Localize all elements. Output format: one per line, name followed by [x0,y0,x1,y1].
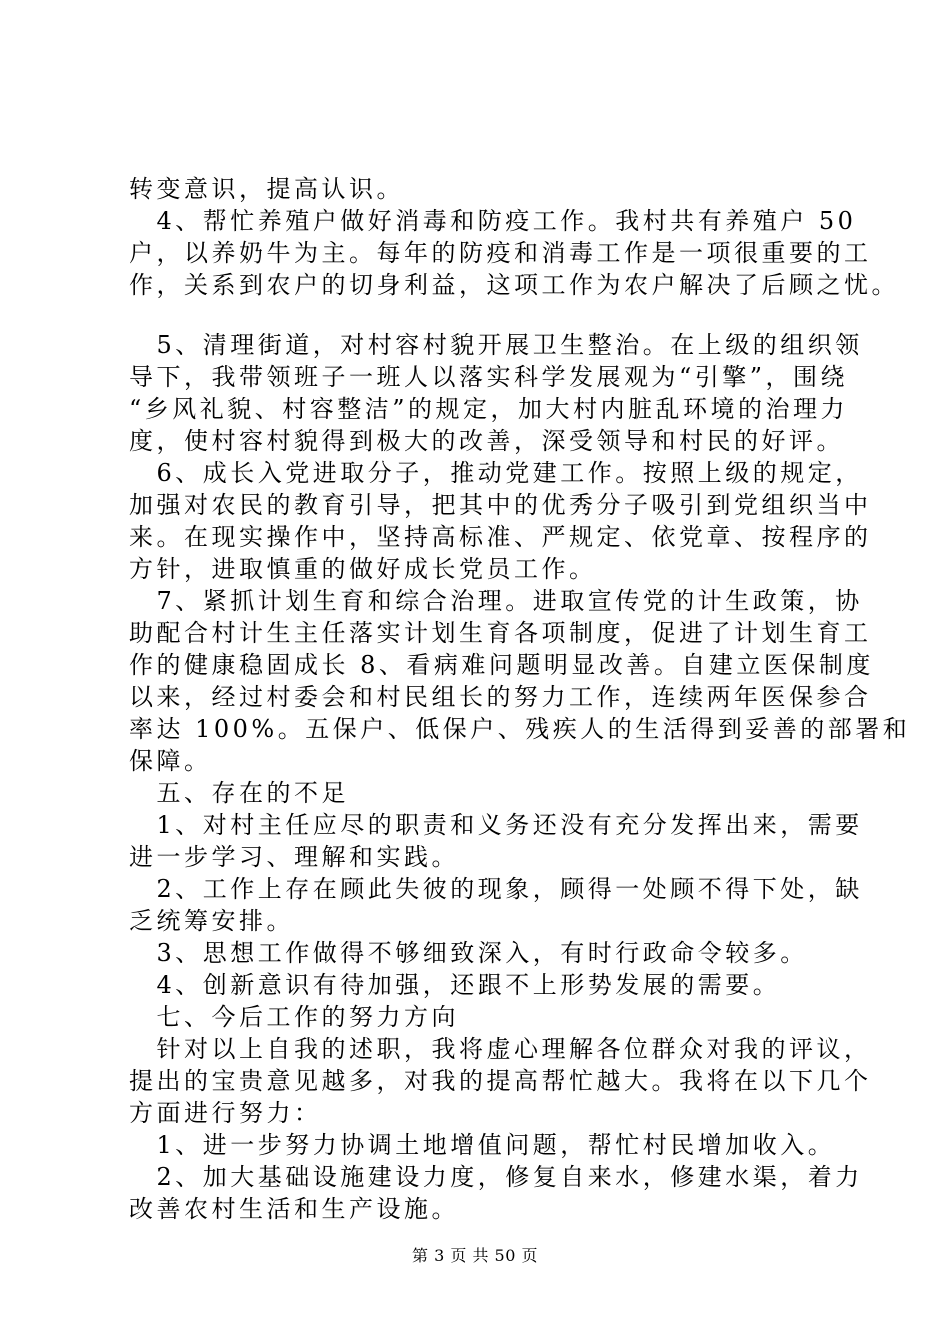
page-number-footer: 第 3 页 共 50 页 [412,1246,538,1265]
text-line: 进一步学习、理解和实践。 [129,843,459,871]
section-heading: 七、今后工作的努力方向 [129,1003,459,1031]
text-line: 2、工作上存在顾此失彼的现象，顾得一处顾不得下处，缺 [129,875,863,903]
text-line: 4、帮忙养殖户做好消毒和防疫工作。我村共有养殖户 50 [129,207,857,235]
text-line: 1、进一步努力协调土地增值问题，帮忙村民增加收入。 [129,1131,836,1159]
text-line: 提出的宝贵意见越多，对我的提高帮忙越大。我将在以下几个 [129,1067,872,1095]
text-line: 改善农村生活和生产设施。 [129,1195,459,1223]
text-line: 6、成长入党进取分子，推动党建工作。按照上级的规定， [129,459,863,487]
text-line: 方针，进取慎重的做好成长党员工作。 [129,555,597,583]
text-line: 3、思想工作做得不够细致深入，有时行政命令较多。 [129,939,808,967]
text-line: 作，关系到农户的切身利益，这项工作为农户解决了后顾之忧。 [129,271,899,299]
text-line: 4、创新意识有待加强，还跟不上形势发展的需要。 [129,971,781,999]
text-line: 保障。 [129,747,212,775]
text-line: 来。在现实操作中，坚持高标准、严规定、依党章、按程序的 [129,523,872,551]
text-line: 户，以养奶牛为主。每年的防疫和消毒工作是一项很重要的工 [129,239,872,267]
text-line: 转变意识，提高认识。 [129,175,404,203]
text-line: 针对以上自我的述职，我将虚心理解各位群众对我的评议， [129,1035,872,1063]
text-line: “乡风礼貌、村容整洁”的规定，加大村内脏乱环境的治理力 [129,395,849,423]
text-line: 方面进行努力： [129,1099,322,1127]
text-line: 1、对村主任应尽的职责和义务还没有充分发挥出来，需要 [129,811,863,839]
text-line: 乏统筹安排。 [129,907,294,935]
text-line: 度，使村容村貌得到极大的改善，深受领导和村民的好评。 [129,427,844,455]
text-line: 导下，我带领班子一班人以落实科学发展观为“引擎”，围绕 [129,363,849,391]
text-line: 加强对农民的教育引导，把其中的优秀分子吸引到党组织当中 [129,491,872,519]
text-line: 以来，经过村委会和村民组长的努力工作，连续两年医保参合 [129,683,872,711]
text-line: 助配合村计生主任落实计划生育各项制度，促进了计划生育工 [129,619,872,647]
text-line: 7、紧抓计划生育和综合治理。进取宣传党的计生政策，协 [129,587,863,615]
text-line: 2、加大基础设施建设力度，修复自来水，修建水渠，着力 [129,1163,863,1191]
text-line: 5、清理街道，对村容村貌开展卫生整治。在上级的组织领 [129,331,863,359]
text-line: 作的健康稳固成长 8、看病难问题明显改善。自建立医保制度 [129,651,874,679]
section-heading: 五、存在的不足 [129,779,349,807]
text-line: 率达 100%。五保户、低保户、残疾人的生活得到妥善的部署和 [129,715,911,743]
